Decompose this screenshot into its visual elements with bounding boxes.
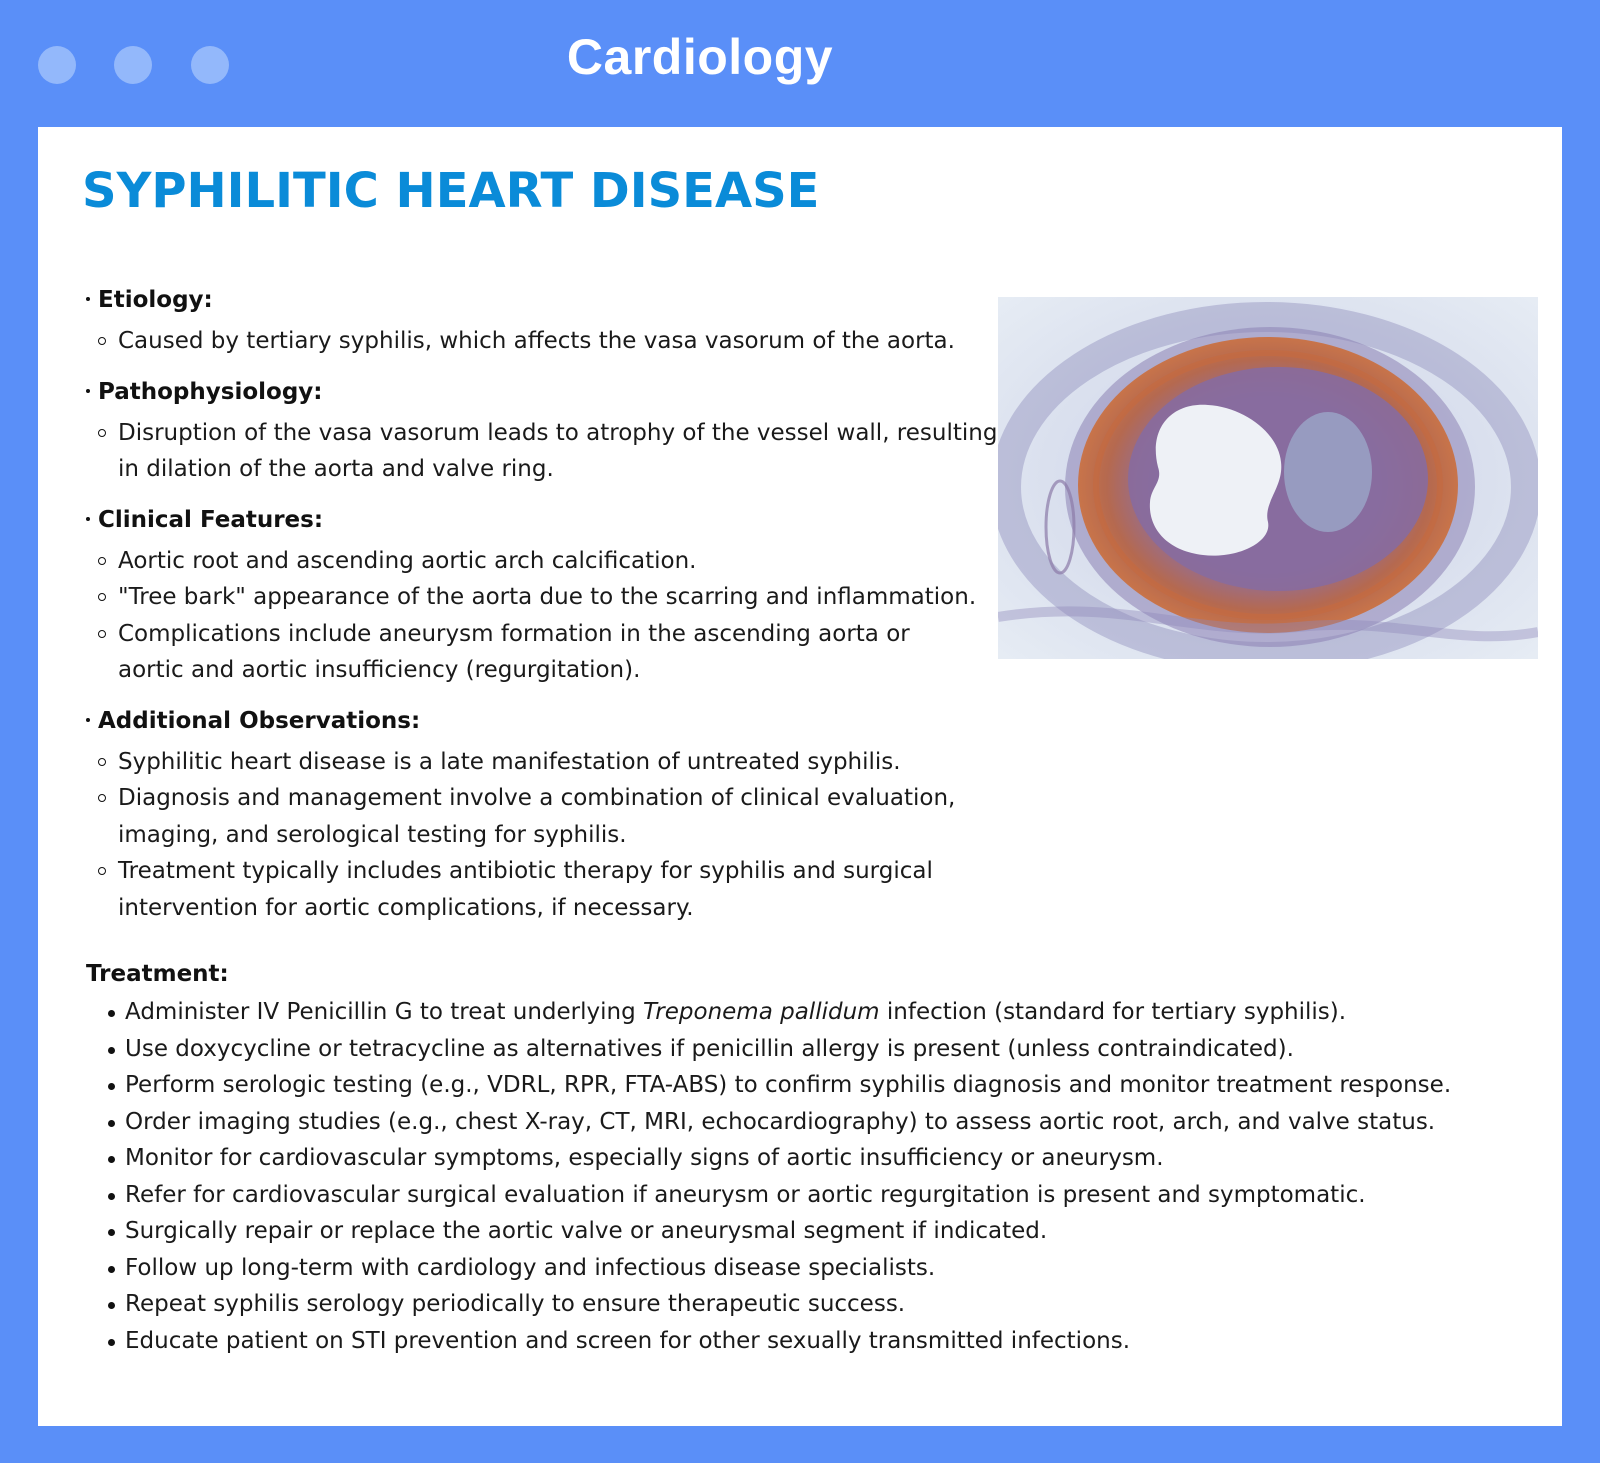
circle-bullet-icon bbox=[98, 630, 106, 638]
circle-bullet-icon bbox=[98, 593, 106, 601]
disc-bullet-icon bbox=[108, 1229, 115, 1236]
circle-bullet-icon bbox=[98, 337, 106, 345]
circle-bullet-icon bbox=[98, 794, 106, 802]
section-clinical-features bbox=[86, 497, 1526, 689]
treatment-section bbox=[86, 956, 1526, 1359]
bullet-icon bbox=[86, 389, 90, 393]
disc-bullet-icon bbox=[108, 1156, 115, 1163]
disc-bullet-icon bbox=[108, 1083, 115, 1090]
notes-content bbox=[86, 277, 1526, 1359]
disc-bullet-icon bbox=[108, 1193, 115, 1200]
disc-bullet-icon bbox=[108, 1010, 115, 1017]
treatment-heading: Treatment: bbox=[86, 961, 229, 987]
app-title: Cardiology bbox=[566, 29, 834, 85]
section-additional-observations bbox=[86, 698, 1526, 927]
list-item: Syphilitic heart disease is a late manifestation of untreated syphilis. bbox=[86, 744, 1038, 781]
section-etiology bbox=[86, 277, 1526, 360]
disc-bullet-icon bbox=[108, 1120, 115, 1127]
page-title: SYPHILITIC HEART DISEASE bbox=[82, 163, 820, 219]
treatment-item: Surgically repair or replace the aortic valve or aneurysmal segment if indicated. bbox=[86, 1213, 1526, 1250]
treatment-item: Follow up long-term with cardiology and infectious disease specialists. bbox=[86, 1250, 1526, 1287]
circle-bullet-icon bbox=[98, 429, 106, 437]
disc-bullet-icon bbox=[108, 1302, 115, 1309]
bullet-icon bbox=[86, 297, 90, 301]
content-panel bbox=[38, 127, 1562, 1426]
section-pathophysiology bbox=[86, 369, 1526, 488]
treatment-item: Administer IV Penicillin G to treat underlying Treponema pallidum infection (standard for tertiary syphilis). bbox=[86, 994, 1526, 1031]
list-item: Treatment typically includes antibiotic therapy for syphilis and surgical intervention for aortic complications, if necessary. bbox=[86, 853, 938, 926]
treatment-item: Use doxycycline or tetracycline as alternatives if penicillin allergy is present (unless contraindicated). bbox=[86, 1031, 1526, 1068]
section-heading: Etiology: bbox=[86, 277, 1526, 323]
disc-bullet-icon bbox=[108, 1339, 115, 1346]
list-item: Caused by tertiary syphilis, which affects the vasa vasorum of the aorta. bbox=[86, 323, 1018, 360]
section-heading: Pathophysiology: bbox=[86, 369, 1526, 415]
treatment-item: Refer for cardiovascular surgical evaluation if aneurysm or aortic regurgitation is present and symptomatic. bbox=[86, 1177, 1526, 1214]
treatment-item: Repeat syphilis serology periodically to ensure therapeutic success. bbox=[86, 1286, 1526, 1323]
list-item: Complications include aneurysm formation in the ascending aorta or aortic and aortic insufficiency (regurgitation). bbox=[86, 616, 978, 689]
list-item: "Tree bark" appearance of the aorta due to the scarring and inflammation. bbox=[86, 579, 1018, 616]
bullet-icon bbox=[86, 517, 90, 521]
treatment-item: Educate patient on STI prevention and screen for other sexually transmitted infections. bbox=[86, 1323, 1526, 1360]
treatment-item: Order imaging studies (e.g., chest X-ray, CT, MRI, echocardiography) to assess aortic root, arch, and valve status. bbox=[86, 1104, 1526, 1141]
section-heading: Additional Observations: bbox=[86, 698, 1526, 744]
list-item: Disruption of the vasa vasorum leads to atrophy of the vessel wall, resulting in dilation of the aorta and valve ring. bbox=[86, 415, 1018, 488]
circle-bullet-icon bbox=[98, 758, 106, 766]
treatment-item: Perform serologic testing (e.g., VDRL, RPR, FTA-ABS) to confirm syphilis diagnosis and monitor treatment response. bbox=[86, 1067, 1526, 1104]
list-item: Aortic root and ascending aortic arch calcification. bbox=[86, 543, 1018, 580]
circle-bullet-icon bbox=[98, 867, 106, 875]
list-item: Diagnosis and management involve a combination of clinical evaluation, imaging, and serological testing for syphilis. bbox=[86, 780, 1038, 853]
bullet-icon bbox=[86, 718, 90, 722]
disc-bullet-icon bbox=[108, 1047, 115, 1054]
title-bar bbox=[0, 0, 1600, 127]
section-heading: Clinical Features: bbox=[86, 497, 1526, 543]
disc-bullet-icon bbox=[108, 1266, 115, 1273]
circle-bullet-icon bbox=[98, 557, 106, 565]
treatment-item: Monitor for cardiovascular symptoms, especially signs of aortic insufficiency or aneurysm. bbox=[86, 1140, 1526, 1177]
